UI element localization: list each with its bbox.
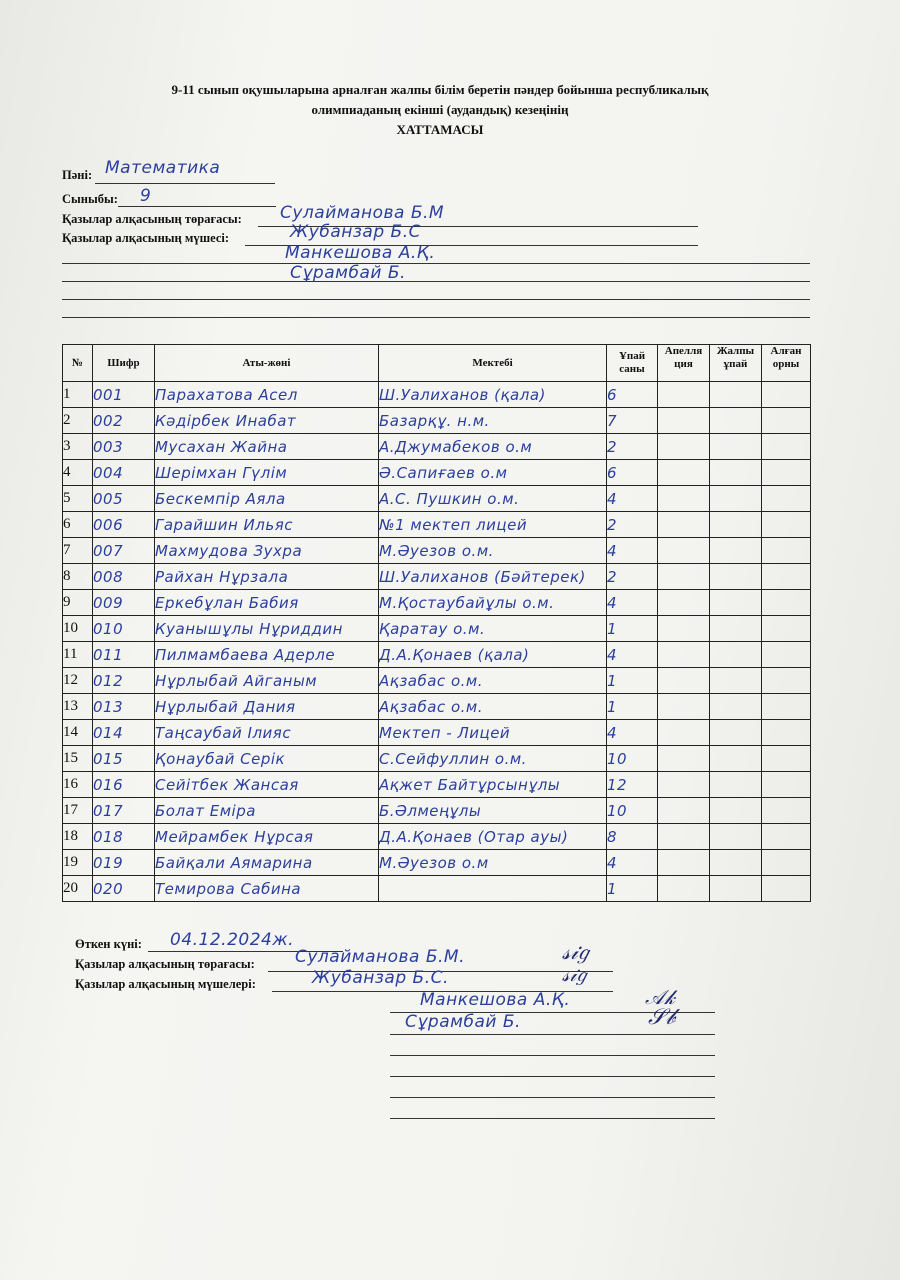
row-place — [762, 746, 811, 772]
member-underline-3 — [62, 281, 810, 282]
row-total — [710, 772, 762, 798]
table-row — [63, 850, 811, 876]
row-place — [762, 798, 811, 824]
member2-signature: 𝒜𝓀 — [645, 985, 676, 1009]
member-underline-2 — [62, 263, 810, 264]
row-number: 10 — [63, 616, 93, 642]
row-code: 008 — [93, 564, 155, 590]
row-score: 4 — [607, 590, 658, 616]
row-score: 4 — [607, 538, 658, 564]
row-place — [762, 408, 811, 434]
row-appeal — [658, 746, 710, 772]
row-school: М.Әуезов о.м — [379, 850, 607, 876]
footer-blank-underline-4 — [390, 1055, 715, 1056]
subject-label: Пәні: — [62, 168, 93, 182]
row-score: 4 — [607, 850, 658, 876]
footer-member-underline-3 — [390, 1034, 715, 1035]
row-school: Қаратау о.м. — [379, 616, 607, 642]
row-code: 013 — [93, 694, 155, 720]
row-place — [762, 486, 811, 512]
row-name: Нұрлыбай Айганым — [155, 668, 379, 694]
table-row — [63, 564, 811, 590]
row-place — [762, 720, 811, 746]
table-row — [63, 434, 811, 460]
row-name: Парахатова Асел — [155, 382, 379, 408]
row-place — [762, 668, 811, 694]
row-score: 2 — [607, 434, 658, 460]
chair-label: Қазылар алқасының төрағасы: — [62, 212, 242, 226]
subject-value: Математика — [105, 158, 221, 178]
row-appeal — [658, 512, 710, 538]
row-total — [710, 694, 762, 720]
row-school: Ақзабас о.м. — [379, 694, 607, 720]
table-row — [63, 746, 811, 772]
date-value: 04.12.2024ж. — [170, 930, 295, 950]
row-place — [762, 772, 811, 798]
chair-signature: 𝓈𝒾𝑔 — [562, 940, 590, 965]
row-code: 015 — [93, 746, 155, 772]
row-score: 12 — [607, 772, 658, 798]
col-header-code: Шифр — [93, 345, 155, 382]
row-code: 016 — [93, 772, 155, 798]
row-total — [710, 486, 762, 512]
row-score: 2 — [607, 512, 658, 538]
row-appeal — [658, 590, 710, 616]
table-header-row — [63, 345, 811, 382]
row-code: 004 — [93, 460, 155, 486]
row-appeal — [658, 824, 710, 850]
row-appeal — [658, 434, 710, 460]
row-name: Шерімхан Гүлім — [155, 460, 379, 486]
grade-value: 9 — [140, 186, 152, 206]
row-number: 19 — [63, 850, 93, 876]
grade-label: Сыныбы: — [62, 192, 118, 206]
row-number: 17 — [63, 798, 93, 824]
row-appeal — [658, 460, 710, 486]
row-school: С.Сейфуллин о.м. — [379, 746, 607, 772]
row-name: Райхан Нұрзала — [155, 564, 379, 590]
blank-underline-5 — [62, 317, 810, 318]
chair-value: Сулайманова Б.М — [280, 203, 445, 223]
row-place — [762, 590, 811, 616]
row-total — [710, 564, 762, 590]
row-number: 13 — [63, 694, 93, 720]
row-appeal — [658, 642, 710, 668]
row-place — [762, 460, 811, 486]
member-value-3: Сұрамбай Б. — [290, 263, 406, 283]
row-school: Ақзабас о.м. — [379, 668, 607, 694]
row-number: 12 — [63, 668, 93, 694]
row-score: 4 — [607, 642, 658, 668]
row-score: 1 — [607, 876, 658, 902]
row-total — [710, 538, 762, 564]
row-place — [762, 434, 811, 460]
footer-chair-label: Қазылар алқасының төрағасы: — [75, 957, 255, 971]
row-number: 18 — [63, 824, 93, 850]
row-number: 7 — [63, 538, 93, 564]
footer-blank-underline-6 — [390, 1097, 715, 1098]
col-header-score: Ұпай саны — [607, 345, 658, 382]
row-total — [710, 642, 762, 668]
row-appeal — [658, 694, 710, 720]
row-code: 003 — [93, 434, 155, 460]
row-code: 010 — [93, 616, 155, 642]
row-total — [710, 824, 762, 850]
table-row — [63, 590, 811, 616]
grade-underline — [118, 206, 276, 207]
row-total — [710, 616, 762, 642]
table-row — [63, 642, 811, 668]
row-school: №1 мектеп лицей — [379, 512, 607, 538]
row-place — [762, 512, 811, 538]
row-total — [710, 746, 762, 772]
table-row — [63, 668, 811, 694]
row-appeal — [658, 772, 710, 798]
table-row — [63, 876, 811, 902]
row-appeal — [658, 720, 710, 746]
footer-blank-underline-7 — [390, 1118, 715, 1119]
row-total — [710, 408, 762, 434]
row-appeal — [658, 382, 710, 408]
row-score: 1 — [607, 694, 658, 720]
member-value-2: Манкешова А.Қ. — [285, 243, 436, 263]
row-name: Мусахан Жайна — [155, 434, 379, 460]
row-number: 14 — [63, 720, 93, 746]
row-score: 1 — [607, 616, 658, 642]
row-number: 6 — [63, 512, 93, 538]
row-school: Б.Әлмеңұлы — [379, 798, 607, 824]
row-name: Еркебұлан Бабия — [155, 590, 379, 616]
row-code: 006 — [93, 512, 155, 538]
row-total — [710, 720, 762, 746]
col-header-school: Мектебі — [379, 345, 607, 382]
row-code: 002 — [93, 408, 155, 434]
row-score: 2 — [607, 564, 658, 590]
row-place — [762, 824, 811, 850]
footer-member-3: Сұрамбай Б. — [405, 1012, 521, 1032]
row-code: 018 — [93, 824, 155, 850]
table-row — [63, 772, 811, 798]
row-name: Қонаубай Серік — [155, 746, 379, 772]
row-code: 009 — [93, 590, 155, 616]
row-school: А.С. Пушкин о.м. — [379, 486, 607, 512]
row-place — [762, 642, 811, 668]
row-code: 011 — [93, 642, 155, 668]
col-header-place: Алған орны — [762, 345, 811, 382]
row-score: 6 — [607, 460, 658, 486]
row-school — [379, 876, 607, 902]
row-number: 20 — [63, 876, 93, 902]
table-row — [63, 798, 811, 824]
row-code: 001 — [93, 382, 155, 408]
row-score: 7 — [607, 408, 658, 434]
row-score: 1 — [607, 668, 658, 694]
row-appeal — [658, 538, 710, 564]
row-name: Бескемпір Аяла — [155, 486, 379, 512]
table-row — [63, 460, 811, 486]
row-name: Темирова Сабина — [155, 876, 379, 902]
row-code: 020 — [93, 876, 155, 902]
footer-chair-value: Сулайманова Б.М. — [295, 947, 465, 967]
row-name: Махмудова Зухра — [155, 538, 379, 564]
row-code: 005 — [93, 486, 155, 512]
member-value-1: Жубанзар Б.С — [290, 222, 421, 242]
row-school: Д.А.Қонаев (Отар ауы) — [379, 824, 607, 850]
row-school: Ш.Уалиханов (Бәйтерек) — [379, 564, 607, 590]
col-header-number: № — [63, 345, 93, 382]
footer-blank-underline-5 — [390, 1076, 715, 1077]
row-name: Кәдірбек Инабат — [155, 408, 379, 434]
row-total — [710, 590, 762, 616]
row-code: 007 — [93, 538, 155, 564]
row-code: 017 — [93, 798, 155, 824]
row-appeal — [658, 486, 710, 512]
row-number: 8 — [63, 564, 93, 590]
col-header-name: Аты-жөні — [155, 345, 379, 382]
row-appeal — [658, 616, 710, 642]
row-school: А.Джумабеков о.м — [379, 434, 607, 460]
date-label: Өткен күні: — [75, 937, 142, 951]
row-total — [710, 434, 762, 460]
footer-members-label: Қазылар алқасының мүшелері: — [75, 977, 256, 991]
row-appeal — [658, 850, 710, 876]
row-place — [762, 616, 811, 642]
blank-underline-4 — [62, 299, 810, 300]
row-appeal — [658, 798, 710, 824]
table-row — [63, 720, 811, 746]
row-school: Базарқұ. н.м. — [379, 408, 607, 434]
row-name: Пилмамбаева Адерле — [155, 642, 379, 668]
row-number: 4 — [63, 460, 93, 486]
row-school: М.Қостаубайұлы о.м. — [379, 590, 607, 616]
table-row — [63, 382, 811, 408]
results-table — [62, 344, 811, 902]
row-school: М.Әуезов о.м. — [379, 538, 607, 564]
table-row — [63, 538, 811, 564]
row-name: Гарайшин Ильяс — [155, 512, 379, 538]
table-row — [63, 512, 811, 538]
row-appeal — [658, 876, 710, 902]
row-place — [762, 694, 811, 720]
doc-title-line2: олимпиаданың екінші (аудандық) кезеңінің — [311, 102, 569, 117]
row-number: 1 — [63, 382, 93, 408]
row-total — [710, 798, 762, 824]
doc-title-line1: 9-11 сынып оқушыларына арналған жалпы білім беретін пәндер бойынша республикалық — [171, 82, 709, 97]
row-score: 6 — [607, 382, 658, 408]
row-place — [762, 876, 811, 902]
row-score: 8 — [607, 824, 658, 850]
row-score: 4 — [607, 486, 658, 512]
row-school: Ақжет Байтұрсынұлы — [379, 772, 607, 798]
row-appeal — [658, 564, 710, 590]
doc-title-protocol: ХАТТАМАСЫ — [396, 122, 484, 137]
row-name: Нұрлыбай Дания — [155, 694, 379, 720]
row-name: Болат Еміра — [155, 798, 379, 824]
col-header-total: Жалпы ұпай — [710, 345, 762, 382]
row-total — [710, 460, 762, 486]
row-place — [762, 564, 811, 590]
row-name: Мейрамбек Нұрсая — [155, 824, 379, 850]
row-number: 16 — [63, 772, 93, 798]
subject-underline — [95, 183, 275, 184]
row-school: Д.А.Қонаев (қала) — [379, 642, 607, 668]
row-number: 3 — [63, 434, 93, 460]
row-school: Ә.Сапиғаев о.м — [379, 460, 607, 486]
row-total — [710, 876, 762, 902]
row-name: Куанышұлы Нұриддин — [155, 616, 379, 642]
row-total — [710, 668, 762, 694]
row-appeal — [658, 408, 710, 434]
row-appeal — [658, 668, 710, 694]
row-number: 9 — [63, 590, 93, 616]
col-header-appeal: Апелля ция — [658, 345, 710, 382]
table-row — [63, 486, 811, 512]
row-place — [762, 538, 811, 564]
row-total — [710, 382, 762, 408]
row-number: 2 — [63, 408, 93, 434]
row-school: Мектеп - Лицей — [379, 720, 607, 746]
row-code: 019 — [93, 850, 155, 876]
table-row — [63, 824, 811, 850]
row-score: 4 — [607, 720, 658, 746]
row-number: 5 — [63, 486, 93, 512]
row-place — [762, 382, 811, 408]
row-score: 10 — [607, 746, 658, 772]
row-school: Ш.Уалиханов (қала) — [379, 382, 607, 408]
row-name: Таңсаубай Ілияс — [155, 720, 379, 746]
table-row — [63, 616, 811, 642]
row-number: 15 — [63, 746, 93, 772]
member1-signature: 𝓈𝒾𝑔 — [562, 962, 587, 986]
row-score: 10 — [607, 798, 658, 824]
table-row — [63, 408, 811, 434]
footer-member-2: Манкешова А.Қ. — [420, 990, 571, 1010]
row-name: Байқали Аямарина — [155, 850, 379, 876]
table-row — [63, 694, 811, 720]
member3-signature: 𝒮𝒷 — [648, 1005, 676, 1030]
row-total — [710, 850, 762, 876]
footer-member-1: Жубанзар Б.С. — [312, 968, 449, 988]
member-label: Қазылар алқасының мүшесі: — [62, 231, 230, 245]
row-place — [762, 850, 811, 876]
row-code: 012 — [93, 668, 155, 694]
row-code: 014 — [93, 720, 155, 746]
row-total — [710, 512, 762, 538]
row-name: Сейітбек Жансая — [155, 772, 379, 798]
row-number: 11 — [63, 642, 93, 668]
